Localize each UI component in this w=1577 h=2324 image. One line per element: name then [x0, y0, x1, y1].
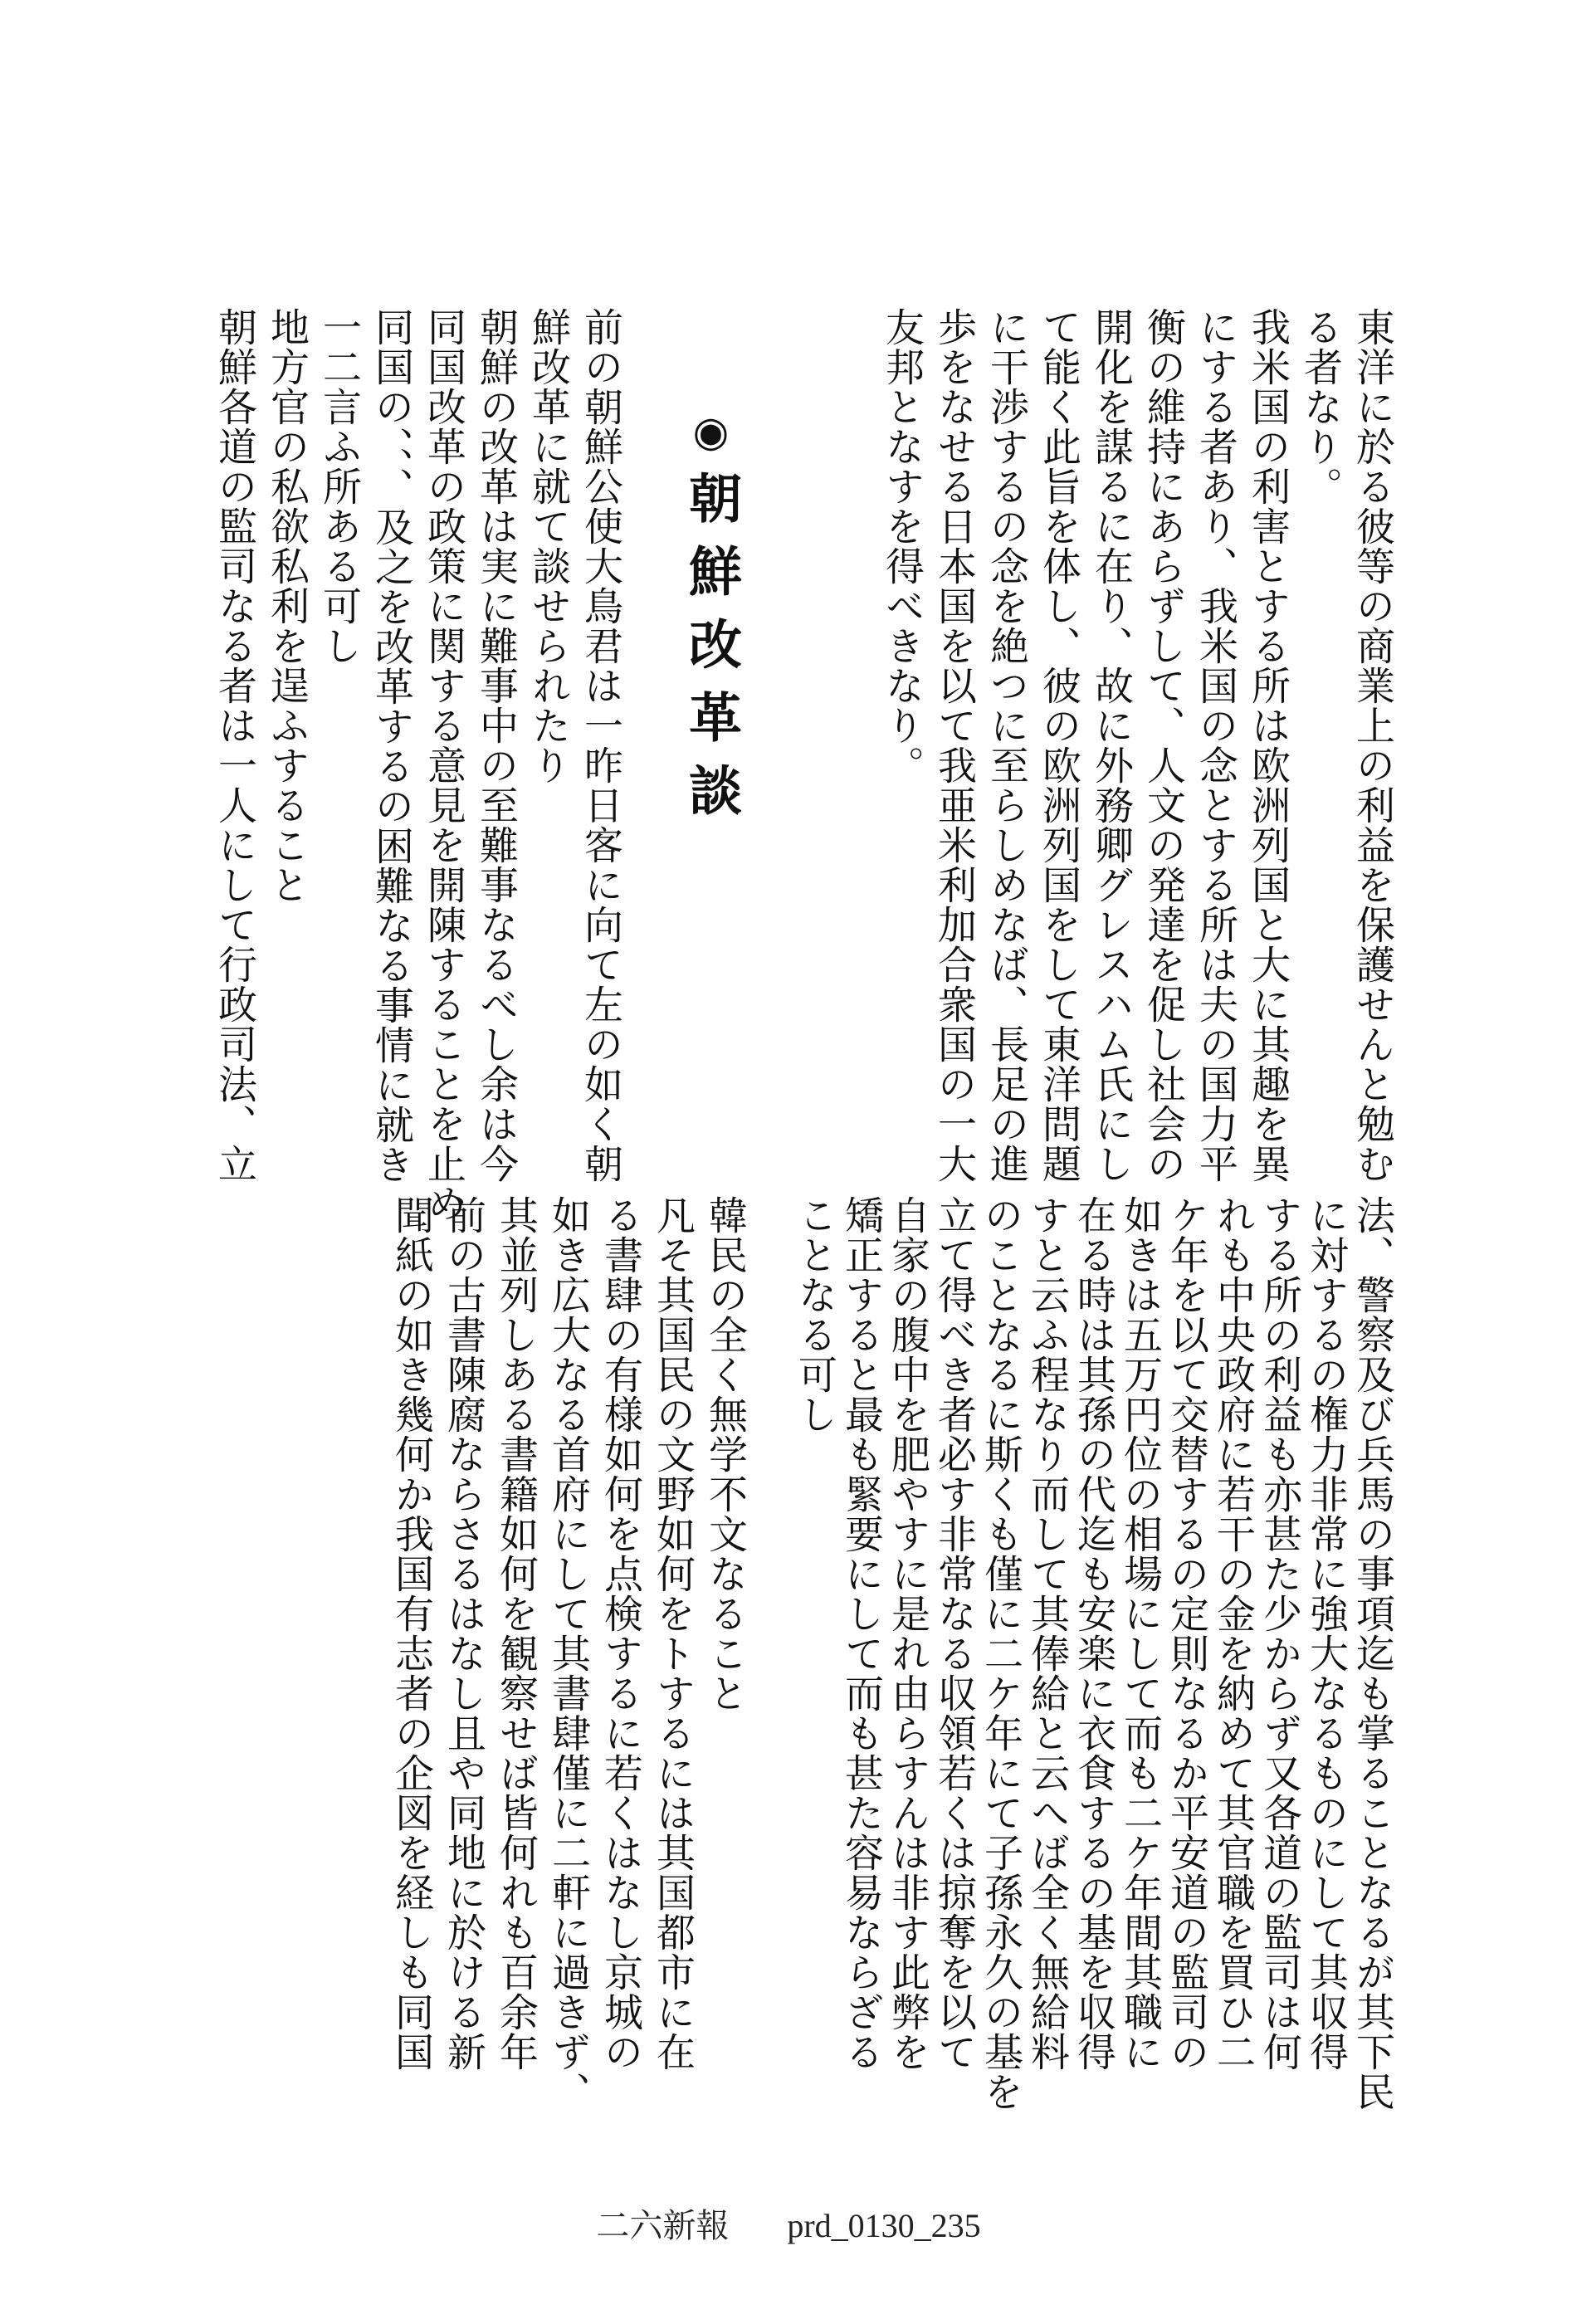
text-column: に干渉するの念を絶つに至らしめなば、長足の進 [984, 307, 1029, 1184]
text-column: 歩をなせる日本国を以て我亜米利加合衆国の一大 [931, 307, 977, 1184]
text-column: 如き広大なる首府にして其書肆僅に二軒に過きず、 [545, 1195, 591, 2112]
text-column: れも中央政府に若干の金を納めて其官職を買ひ二 [1210, 1195, 1256, 2072]
text-column: 開化を謀るに在り、故に外務卿グレスハム氏にし [1088, 307, 1134, 1184]
text-column: て能く此旨を体し、彼の欧洲列国をして東洋問題 [1036, 307, 1081, 1184]
text-column: する所の利益も亦甚た少からず又各道の監司は何 [1257, 1195, 1302, 2072]
text-column: 東洋に於る彼等の商業上の利益を保護せんと勉む [1350, 307, 1395, 1184]
text-column: 其並列しある書籍如何を観察せば皆何れも百余年 [493, 1195, 539, 2072]
footer-code: prd_0130_235 [787, 2207, 981, 2244]
footer-publication: 二六新報 [596, 2207, 730, 2244]
footer [0, 2200, 1577, 2247]
text-column: 同国の、、、及之を改革するの困難なる事情に就き [369, 307, 414, 1184]
text-column: ことなる可し [792, 1195, 837, 1434]
text-column: に対するの権力非常に強大なるものにして其収得 [1303, 1195, 1349, 2072]
text-column: る書肆の有様如何を点検するに若くはなし京城の [598, 1195, 643, 2072]
text-column: 矯正すると最も緊要にして而も甚た容易ならざる [838, 1195, 884, 2072]
text-column: 同国改革の政策に関する意見を開陳することを止め [421, 307, 466, 1223]
text-column: 凡そ其国民の文野如何をトするには其国都市に在 [650, 1195, 696, 2072]
text-column: 朝鮮各道の監司なる者は一人にして行政司法、立 [212, 307, 257, 1184]
text-column: 如きは五万円位の相場にして而も二ケ年間其職に [1117, 1195, 1163, 2072]
text-column: のことなるに斯くも僅に二ケ年にて子孫永久の基を [978, 1195, 1023, 2112]
text-column: 友邦となすを得べきなり。 [879, 307, 925, 785]
text-column: る者なり。 [1297, 307, 1343, 506]
text-column: 衡の維持にあらずして、人文の発達を促し社会の [1140, 307, 1186, 1184]
heading-text [672, 407, 749, 836]
text-column: 法、警察及び兵馬の事項迄も掌ることなるが其下民 [1350, 1195, 1395, 2112]
text-column: 一二言ふ所ある可し [316, 307, 362, 666]
heading-title: 朝鮮改革談 [680, 471, 742, 836]
text-column: 前の朝鮮公使大鳥君は一昨日客に向て左の如く朝 [578, 307, 623, 1184]
text-column: 聞紙の如き幾何か我国有志者の企図を経しも同国 [388, 1195, 434, 2072]
text-column: 韓民の全く無学不文なること [702, 1195, 748, 1713]
text-column: すと云ふ程なり而して其俸給と云へば全く無給料 [1024, 1195, 1070, 2072]
text-column: にする者あり、我米国の念とする所は夫の国力平 [1193, 307, 1238, 1184]
text-column: 在る時は其孫の代迄も安楽に衣食するの基を収得 [1071, 1195, 1116, 2072]
text-column: 立て得べき者必す非常なる収領若くは掠奪を以て [931, 1195, 977, 2072]
text-column: ケ年を以て交替するの定則なるか平安道の監司の [1164, 1195, 1209, 2072]
heading-mark: ◉ [686, 407, 735, 456]
text-column: 前の古書陳腐ならさるはなし且や同地に於ける新 [441, 1195, 486, 2072]
text-column: 自家の腹中を肥やすに是れ由らすんは非す此弊を [885, 1195, 930, 2072]
text-column: 鮮改革に就て談せられたり [525, 307, 571, 785]
text-column: 我米国の利害とする所は欧洲列国と大に其趣を異 [1245, 307, 1291, 1184]
text-column: 朝鮮の改革は実に難事中の至難事なるべし余は今 [473, 307, 519, 1184]
text-column: 地方官の私欲私利を逞ふすること [264, 307, 310, 905]
